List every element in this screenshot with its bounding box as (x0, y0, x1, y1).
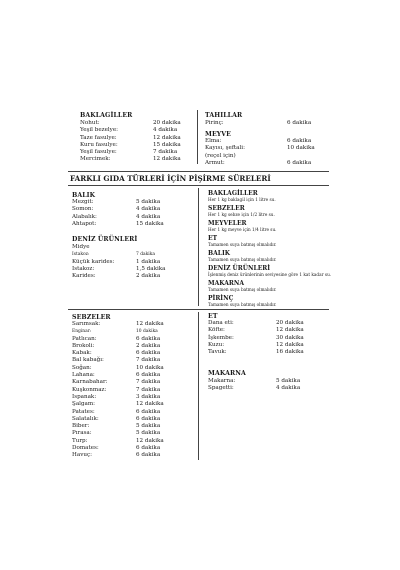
item-time: 12 dakika (136, 437, 164, 444)
item-time: 4 dakika (136, 206, 161, 213)
list-item (72, 328, 182, 335)
list-item (72, 379, 182, 386)
item-time: 4 dakika (153, 127, 178, 134)
item-name: Şalgam: (72, 401, 96, 408)
item-name: Kabak: (72, 350, 92, 357)
item-name: Salatalık: (72, 415, 99, 422)
item-name: Alabalık: (72, 213, 97, 220)
ratio-heading: MAKARNA (208, 280, 245, 287)
item-time: 6 dakika (136, 350, 161, 357)
list-item (72, 273, 182, 280)
list-item (72, 214, 182, 221)
ratio-heading: DENİZ ÜRÜNLERİ (208, 265, 271, 272)
item-time: 10 dakika (136, 329, 158, 335)
item-name: Taze fasulye: (80, 134, 117, 141)
item-name: Istakoz: (72, 265, 95, 272)
list-item (80, 127, 190, 134)
list-item (72, 259, 182, 266)
item-name: Dana eti: (208, 320, 234, 326)
item-time: 2 dakika (136, 273, 161, 280)
item-name: Kuzu: (208, 341, 225, 348)
item-time: 12 dakika (276, 327, 304, 334)
list-item (208, 385, 328, 392)
water-ratio-list (208, 190, 332, 307)
item-name: Turp: (72, 437, 88, 444)
item-name: Mercimek: (80, 156, 111, 163)
item-time: 12 dakika (136, 401, 164, 408)
grains-heading: TAHILLAR (205, 112, 243, 119)
item-time: 20 dakika (153, 120, 181, 126)
item-time: 6 dakika (136, 408, 161, 415)
list-item (72, 401, 182, 408)
list-item (80, 156, 190, 163)
item-name: Spagetti: (208, 385, 234, 392)
list-item (72, 357, 182, 364)
bottom-rule (68, 309, 329, 310)
fish-heading: BALIK (72, 192, 96, 199)
list-item (72, 445, 182, 452)
item-name: Karides: (72, 273, 96, 280)
item-time: 5 dakika (276, 378, 301, 384)
list-item (72, 321, 182, 328)
ratio-heading: ET (208, 235, 218, 242)
item-time: 15 dakika (153, 141, 181, 148)
list-item (205, 160, 317, 167)
item-name: Yeşil fasulye: (80, 149, 117, 156)
list-item (72, 438, 182, 445)
item-time: 12 dakika (276, 341, 304, 348)
ratio-heading: BAKLAGİLLER (208, 190, 258, 197)
item-name: Pirinç: (205, 120, 224, 126)
meat-list (208, 320, 328, 356)
item-name: (reçel için) (205, 152, 236, 159)
item-name: Patates: (72, 408, 95, 415)
item-name: Armut: (205, 159, 225, 166)
ratio-note: Her 1 kg baklagil için 1 litre su. (208, 197, 276, 202)
list-item (208, 327, 328, 334)
item-name: Istakoz: (72, 252, 90, 258)
list-item (205, 145, 317, 152)
list-item (80, 149, 190, 156)
ratio-heading: PİRİNÇ (208, 295, 234, 302)
item-time: 10 dakika (287, 145, 315, 152)
item-name: Brokoli: (72, 342, 95, 349)
item-name: Küçük karides: (72, 258, 115, 265)
list-item (208, 349, 328, 356)
item-name: Tavuk: (208, 349, 227, 356)
item-time: 12 dakika (136, 321, 164, 327)
item-name: Makarna: (208, 378, 236, 384)
legumes-heading: BAKLAGİLLER (80, 112, 133, 119)
list-item (72, 251, 182, 258)
page-title: FARKLI GIDA TÜRLERİ İÇİN PİŞİRME SÜRELERİ (70, 174, 271, 183)
item-time: 30 dakika (276, 334, 304, 341)
title-rule-bottom (68, 185, 329, 186)
legumes-list (80, 120, 190, 164)
item-time: 7 dakika (136, 357, 161, 364)
pasta-heading: MAKARNA (208, 370, 246, 377)
item-time: 6 dakika (287, 120, 312, 126)
item-time: 20 dakika (276, 320, 304, 326)
ratio-note: Tamamen suya batmış olmalıdır. (208, 287, 277, 292)
item-name: Lahana: (72, 372, 95, 379)
item-time: 4 dakika (276, 385, 301, 392)
list-item (72, 423, 182, 430)
list-item (72, 199, 182, 206)
list-item (72, 387, 182, 394)
pasta-list (208, 378, 328, 393)
list-item (72, 206, 182, 213)
item-name: Köfte: (208, 327, 225, 334)
meat-heading: ET (208, 313, 218, 320)
item-name: Nohut: (80, 120, 100, 126)
item-time: 7 dakika (153, 149, 178, 156)
item-name: Yeşil bezelye: (80, 127, 119, 134)
list-item (72, 336, 182, 343)
item-name: Sarımsak: (72, 321, 101, 327)
ratio-note: Tamamen suya batmış olmalıdır. (208, 302, 277, 307)
item-name: Biber: (72, 423, 90, 430)
item-time: 12 dakika (153, 156, 181, 163)
item-name: Pırasa: (72, 430, 92, 437)
item-time: 5 dakika (136, 430, 161, 437)
item-name: Ahtapot: (72, 220, 97, 227)
seafood-list (72, 244, 182, 280)
item-name: Havuç: (72, 452, 92, 459)
item-name: Kayısı, şeftali: (205, 145, 245, 152)
item-time: 5 dakika (136, 199, 161, 205)
list-item (72, 430, 182, 437)
list-item (205, 120, 317, 127)
list-item (208, 335, 328, 342)
list-item (72, 266, 182, 273)
list-item (80, 120, 190, 127)
item-time: 7 dakika (136, 252, 155, 258)
list-item (72, 244, 182, 251)
list-item (72, 452, 182, 459)
item-time: 6 dakika (136, 335, 161, 342)
item-name: Elma: (205, 138, 222, 144)
item-name: Kuru fasulye: (80, 141, 118, 148)
bottom-column-divider (198, 312, 199, 460)
item-time: 16 dakika (276, 349, 304, 356)
list-item (72, 394, 182, 401)
ratio-heading: SEBZELER (208, 205, 245, 212)
ratio-heading: BALIK (208, 250, 230, 257)
item-time: 1 dakika (136, 258, 161, 265)
title-rule-top (68, 171, 329, 172)
fish-list (72, 199, 182, 228)
item-time: 3 dakika (136, 393, 161, 400)
fruits-list (205, 138, 317, 167)
list-item (208, 320, 328, 327)
list-item (72, 221, 182, 228)
item-time: 6 dakika (136, 452, 161, 459)
item-time: 10 dakika (136, 364, 164, 371)
ratio-note: Her 1 kg sebze için 1/2 litre su. (208, 212, 275, 217)
item-name: Kuşkonmaz: (72, 386, 107, 393)
item-name: Patlıcan: (72, 335, 97, 342)
item-name: Bal kabağı: (72, 357, 104, 364)
list-item (72, 372, 182, 379)
item-time: 7 dakika (136, 386, 161, 393)
list-item (72, 416, 182, 423)
item-time: 12 dakika (153, 134, 181, 141)
list-item (80, 142, 190, 149)
item-time: 1,5 dakika (136, 265, 166, 272)
list-item (208, 378, 328, 385)
item-time: 6 dakika (136, 445, 161, 452)
item-time: 6 dakika (287, 159, 312, 166)
item-name: Midye (72, 244, 90, 250)
list-item (205, 153, 317, 160)
list-item (72, 365, 182, 372)
list-item (205, 138, 317, 145)
item-time: 5 dakika (136, 423, 161, 430)
item-time: 15 dakika (136, 220, 164, 227)
ratio-note: Tamamen suya batmış olmalıdır. (208, 242, 277, 247)
ratio-note: Her 1 kg meyve için 1/4 litre su. (208, 227, 277, 232)
list-item (72, 409, 182, 416)
list-item (72, 343, 182, 350)
item-time: 4 dakika (136, 213, 161, 220)
list-item (80, 135, 190, 142)
middle-column-divider (198, 188, 199, 306)
item-name: Mezgit: (72, 199, 94, 205)
grains-list (205, 120, 317, 127)
ratio-note: İşlenmiş deniz ürünlerinin seviyesine göre 1 kat kadar su. (208, 272, 332, 277)
list-item (208, 342, 328, 349)
item-time: 6 dakika (136, 415, 161, 422)
item-time: 7 dakika (136, 379, 161, 386)
vegetables-heading: SEBZELER (72, 314, 111, 321)
item-time: 2 dakika (136, 342, 161, 349)
item-time: 6 dakika (136, 372, 161, 379)
item-name: İşkembe: (208, 334, 234, 341)
item-name: Ispanak: (72, 393, 97, 400)
item-name: Domates: (72, 445, 99, 452)
ratio-note: Tamamen suya batmış olmalıdır. (208, 257, 277, 262)
item-name: Somon: (72, 206, 94, 213)
item-time: 6 dakika (287, 138, 312, 144)
item-name: Soğan: (72, 364, 92, 371)
ratio-heading: MEYVELER (208, 220, 247, 227)
seafood-heading: DENİZ ÜRÜNLERİ (72, 236, 138, 243)
fruits-heading: MEYVE (205, 131, 231, 138)
vegetables-list (72, 321, 182, 460)
item-name: Enginar: (72, 329, 92, 335)
item-name: Karnabahar: (72, 379, 108, 386)
top-column-divider (197, 110, 198, 164)
